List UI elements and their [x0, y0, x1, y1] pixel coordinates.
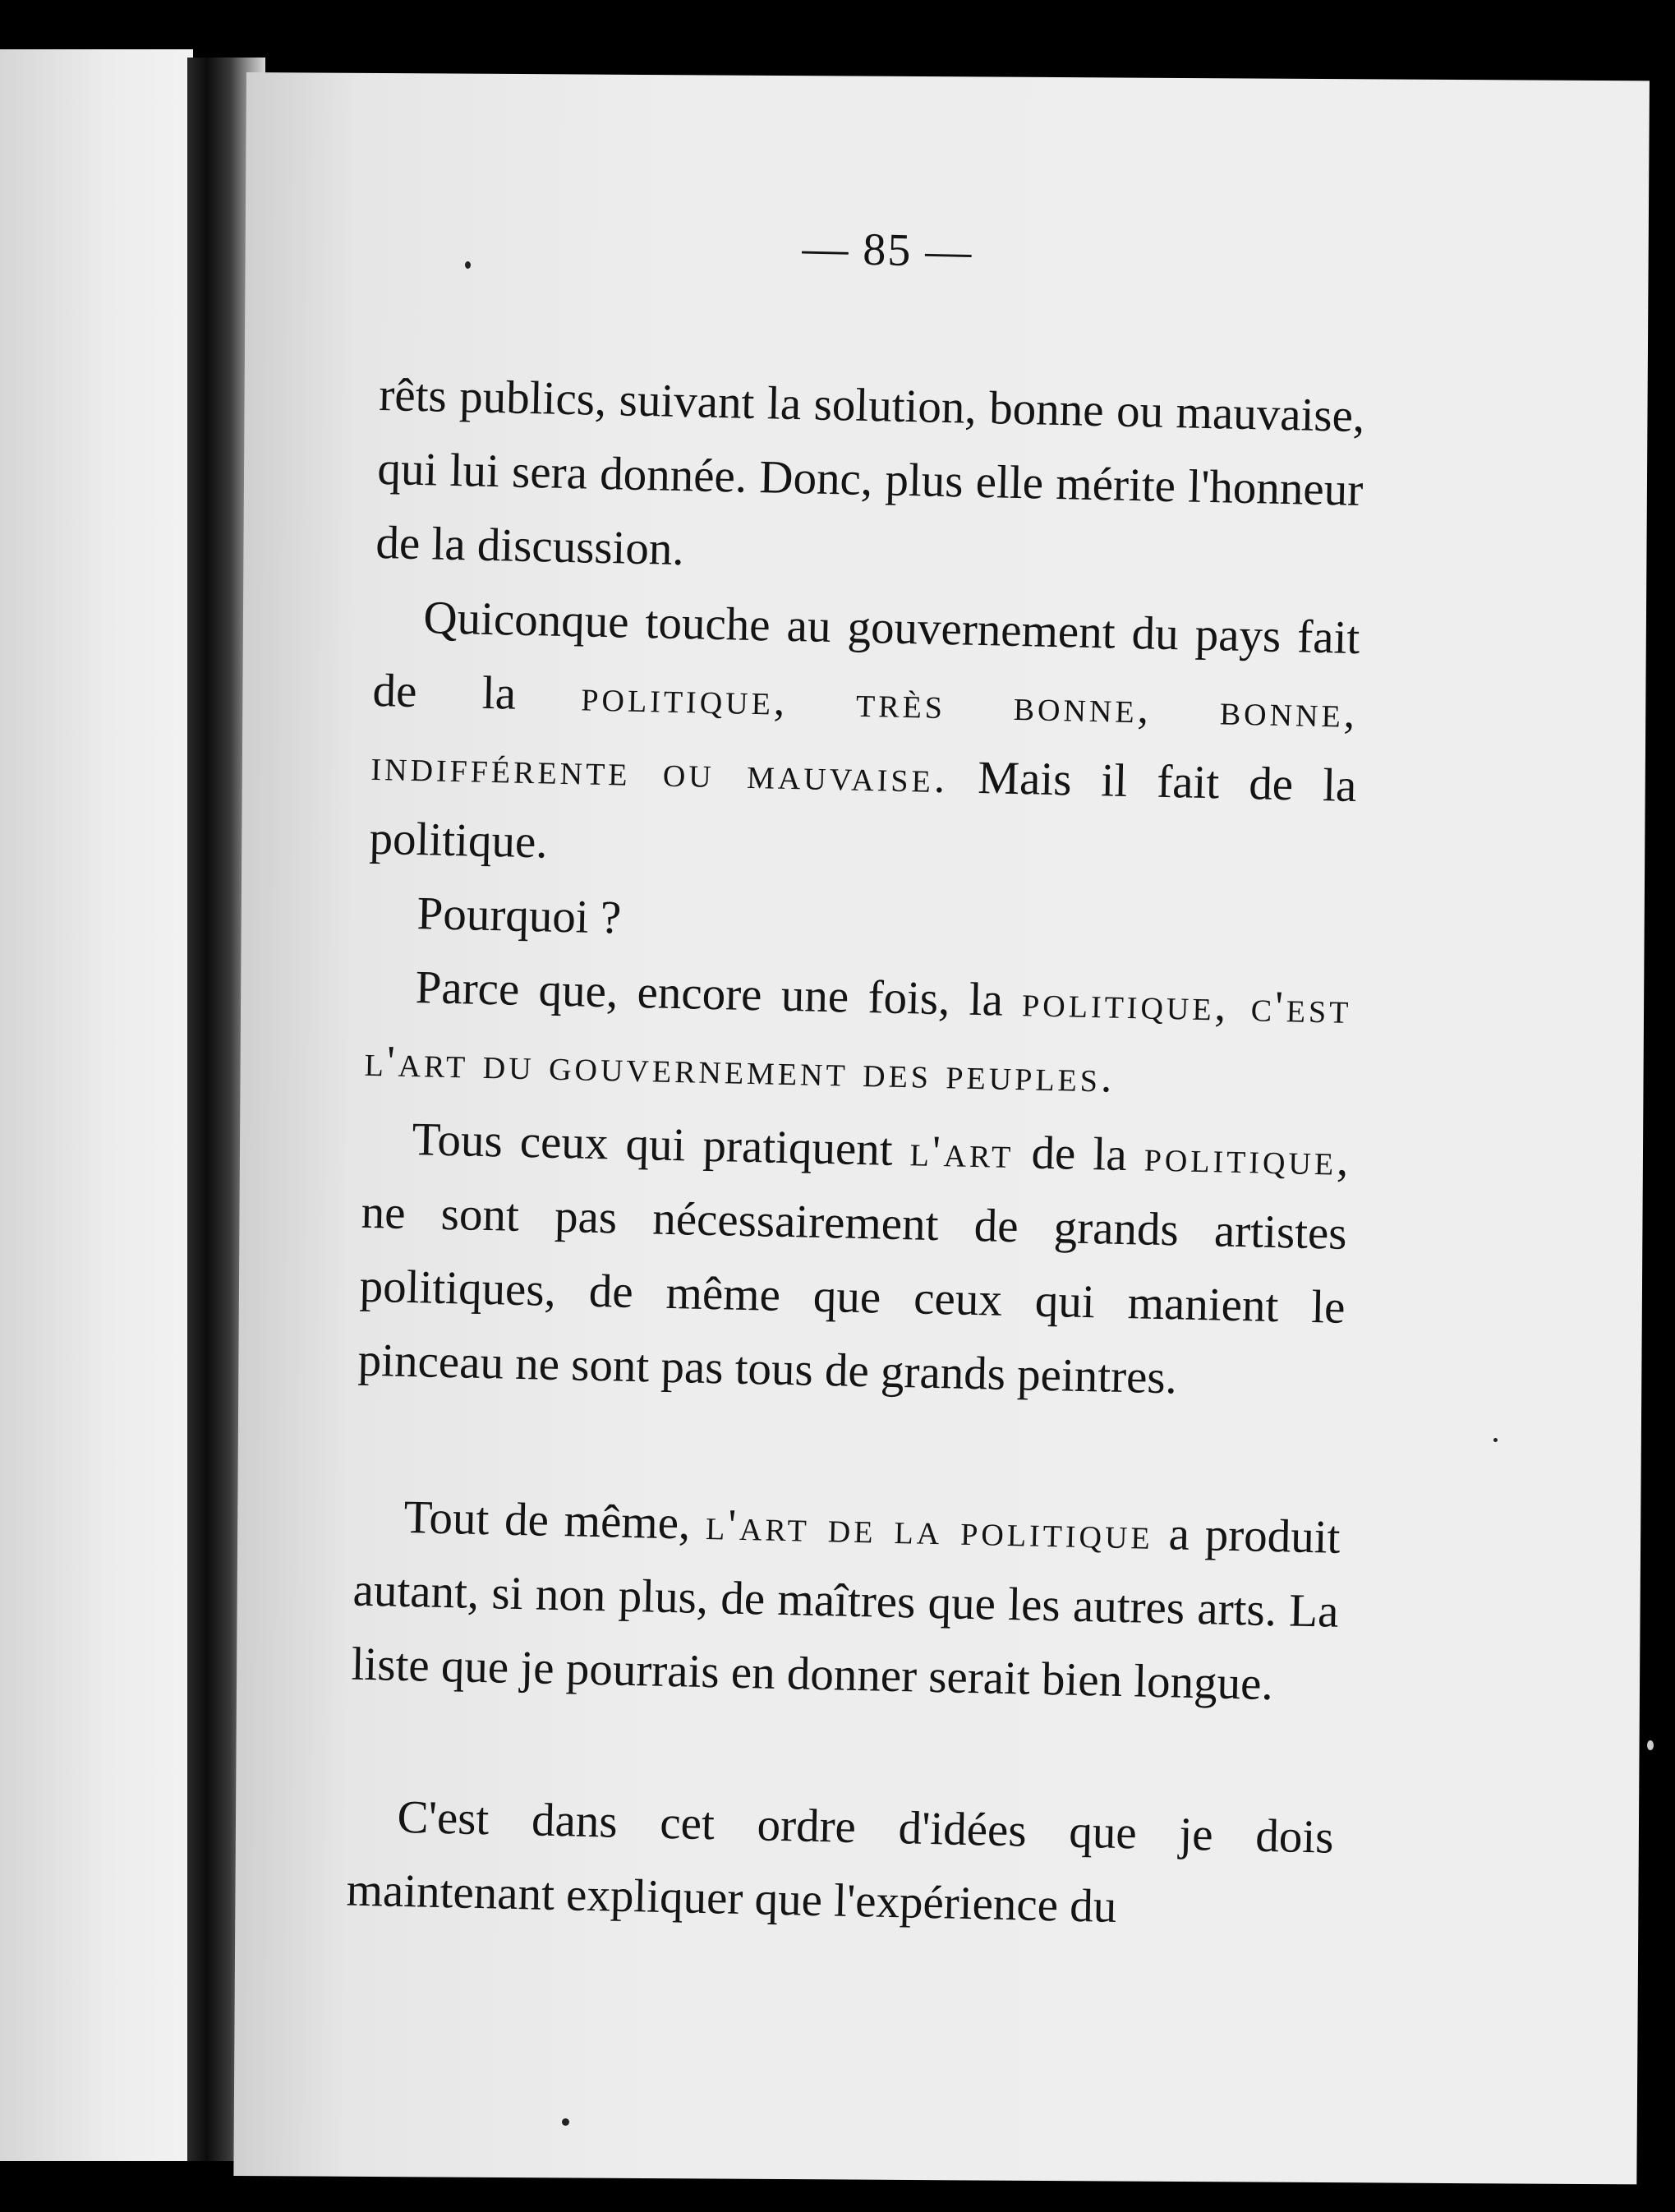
text-segment: a produit autant, si non plus, de maîtres que les autres arts. La liste que je pourrais en donner serait bien longue.: [351, 1507, 1341, 1711]
small-caps-segment: politique: [1144, 1131, 1337, 1185]
right-page: [233, 72, 1650, 2184]
paragraph-4: [364, 950, 1353, 1119]
small-caps-segment: politique, c'est l'art du gouvernement des peuples.: [364, 976, 1353, 1102]
text-segment: C'est dans cet ordre d'idées que je dois maintenant expliquer que l'expérience du: [346, 1790, 1335, 1933]
text-segment: , ne sont pas nécessairement de grands artistes politiques, de même que ceux qui manient le pinceau ne sont pas tous de grands peintres.: [357, 1133, 1350, 1404]
text-segment: Pourquoi ?: [416, 887, 622, 944]
scan-speck: [1647, 1740, 1654, 1750]
small-caps-segment: l'art de la politique: [705, 1499, 1154, 1559]
text-segment: Tout de même,: [403, 1491, 706, 1550]
text-segment: rêts publics, suivant la solution, bonne ou mauvaise, qui lui sera donnée. Donc, plus elle mérite l'honneur de la discussion.: [375, 368, 1365, 576]
text-segment: de la: [1013, 1127, 1145, 1182]
text-segment: Parce que, encore une fois, la: [415, 961, 1024, 1027]
paragraph-7: [346, 1780, 1335, 1949]
page-text-block: [346, 73, 1397, 1933]
left-facing-page: [0, 49, 193, 2161]
paragraph-1: [375, 358, 1366, 601]
text-segment: Mais il fait de la politique.: [368, 751, 1358, 869]
scan-speck: [1493, 1438, 1498, 1442]
small-caps-segment: l'art: [909, 1126, 1015, 1178]
small-caps-segment: politique, très bonne, bonne, indifférente ou mauvaise.: [370, 671, 1359, 803]
page-number: — 85 —: [801, 223, 974, 278]
paragraph-5: [357, 1102, 1350, 1419]
paragraph-6: [351, 1480, 1341, 1723]
text-segment: Tous ceux qui pratiquent: [412, 1113, 911, 1177]
scan-speck: [562, 2118, 569, 2126]
paragraph-2: [369, 580, 1361, 897]
text-segment: Quiconque touche au gouvernement du pays fait de la: [371, 592, 1360, 721]
scan-speck: [465, 261, 471, 269]
